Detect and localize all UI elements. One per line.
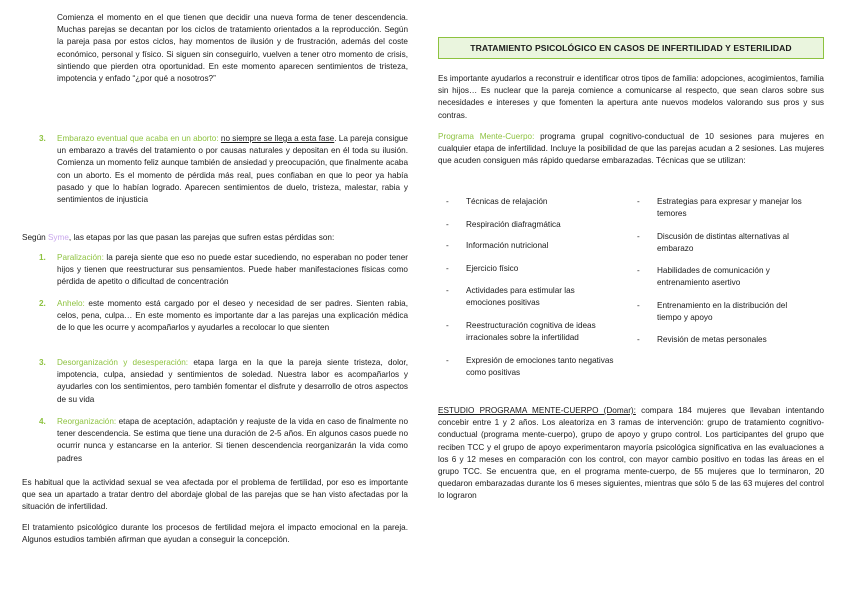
bullet: - bbox=[637, 197, 640, 206]
item-body: . La pareja consigue un embarazo a través del tratamiento o por causas naturales y depositan en él toda su ilusión. Comienza un momento feliz aunque también de ansiedad y preocupación, que finalmente acaba con un aborto. Es el momento de pérdida más real, pues confiaban en que lo peor ya había pasado y que lo habían logrado. Aparecen sentimientos de duelo, tristeza, malestar, rabia y sentimientos de injusticia bbox=[57, 134, 408, 205]
estudio-paragraph bbox=[438, 405, 824, 503]
stage-text bbox=[57, 252, 408, 289]
stage-number: 3. bbox=[39, 358, 46, 367]
item-text bbox=[57, 133, 408, 206]
stage-label: Paralización: bbox=[57, 253, 104, 262]
technique-text: Respiración diafragmática bbox=[466, 220, 561, 229]
stage-body: etapa larga en la que la pareja siente tristeza, dolor, impotencia, culpa, ansiedad y sentimientos de soledad. Nuestra labor es acompañarlos y ayudarles con los sentimientos, pero también fomentar el disfrute y desarrollo de otros aspectos de su vida bbox=[57, 358, 408, 404]
programa-body: programa grupal cognitivo-conductual de 10 sesiones para mujeres en cualquier etapa de infertilidad. Incluye la posibilidad de que las parejas acudan a 2 sesiones. Las mujeres que acuden consiguen más rápido quedarse embarazadas. Técnicas que se utilizan: bbox=[438, 132, 824, 166]
intro-paragraph: Comienza el momento en el que tienen que decidir una nueva forma de tener descendencia. Muchas parejas se decantan por los ciclos de tratamiento orientados a la reproducción. Según la pareja pasa por estos ciclos, hay momentos de ilusión y de frustración, además del coste económico, personal y físico. Si siguen sin conseguirlo, vuelven a tener otro momento de crisis, sintiendo que pierden otra oportunidad. En este momento aparecen sentimientos de tristeza, impotencia y enfado “¿por qué a nosotros?” bbox=[57, 13, 408, 84]
item-number: 3. bbox=[39, 134, 46, 143]
syme-name: Syme bbox=[47, 233, 69, 242]
technique-text: Estrategias para expresar y manejar los temores bbox=[657, 197, 802, 218]
bullet: - bbox=[637, 232, 640, 241]
technique-text: Revisión de metas personales bbox=[657, 335, 767, 344]
section-title bbox=[438, 37, 824, 59]
technique-text: Actividades para estimular las emociones positivas bbox=[466, 286, 575, 307]
bullet: - bbox=[446, 321, 449, 330]
psych-treatment-paragraph: El tratamiento psicológico durante los procesos de fertilidad mejora el impacto emocional en la pareja. Algunos estudios también afirman que ayudan a conseguir la concepción. bbox=[22, 523, 408, 545]
family-types-paragraph: Es importante ayudarlos a reconstruir e identificar otros tipos de familia: adopciones, acogimientos, familia sin hijos… Es nuclear que la pareja comience a comunicarse al respecto, que sean claros sobre sus necesidades e intereses y que fomenten la apertura ante nuevos modelos valorando sus pros y sus contras. bbox=[438, 74, 824, 120]
syme-pre: Según bbox=[22, 233, 48, 242]
technique-text: Reestructuración cognitiva de ideas irracionales sobre la infertilidad bbox=[466, 321, 596, 342]
technique-text: Entrenamiento en la distribución del tiempo y apoyo bbox=[657, 301, 788, 322]
sexual-activity-paragraph: Es habitual que la actividad sexual se vea afectada por el problema de fertilidad, por eso es importante que sea un apartado a tratar dentro del abordaje global de las parejas que se han visto afectadas por la situación de infertilidad. bbox=[22, 478, 408, 512]
stage-text bbox=[57, 298, 408, 335]
bullet: - bbox=[446, 264, 449, 273]
stage-body: la pareja siente que eso no puede estar sucediendo, no esperaban no poder tener hijos y tienen que reestructurar sus pensamientos. Puede haber manifestaciones físicas como pérdida de apetito o dificultad de concentración bbox=[57, 253, 408, 287]
bullet: - bbox=[446, 197, 449, 206]
item-label: Embarazo eventual que acaba en un aborto: bbox=[57, 134, 219, 143]
stage-text bbox=[57, 416, 408, 465]
technique-text: Información nutricional bbox=[466, 241, 549, 250]
stage-label: Anhelo: bbox=[57, 299, 85, 308]
technique-text: Técnicas de relajación bbox=[466, 197, 548, 206]
technique-text: Ejercicio físico bbox=[466, 264, 519, 273]
stage-text bbox=[57, 357, 408, 406]
stage-number: 2. bbox=[39, 299, 46, 308]
stage-body: etapa de aceptación, adaptación y reajuste de la vida en caso de finalmente no tener descendencia. Se estima que tiene una duración de 2-5 años. En algunos casos puede no ocurrir nunca y estancarse en la anterior. Si tienen descendencia reorganizarán la vida como padres bbox=[57, 417, 408, 463]
left-column bbox=[22, 0, 408, 600]
programa-label: Programa Mente-Cuerpo: bbox=[438, 132, 535, 141]
technique-text: Habilidades de comunicación y entrenamiento asertivo bbox=[657, 266, 770, 287]
bullet: - bbox=[446, 241, 449, 250]
bullet: - bbox=[446, 356, 449, 365]
bullet: - bbox=[446, 286, 449, 295]
section-title-text: TRATAMIENTO PSICOLÓGICO EN CASOS DE INFERTILIDAD Y ESTERILIDAD bbox=[470, 43, 792, 53]
bullet: - bbox=[637, 266, 640, 275]
syme-intro bbox=[22, 232, 408, 244]
bullet: - bbox=[637, 335, 640, 344]
estudio-label: ESTUDIO PROGRAMA MENTE-CUERPO (Domar): bbox=[438, 406, 636, 415]
syme-post: , las etapas por las que pasan las parejas que sufren estas pérdidas son: bbox=[68, 233, 335, 242]
stage-body: este momento está cargado por el deseo y necesidad de ser padres. Sienten rabia, celos, pena, culpa… En este momento es importante dar a las parejas una explicación médica de lo que les ocurre y acompañarlos y ayudarles a recolocar lo que sienten bbox=[57, 299, 408, 333]
programa-paragraph bbox=[438, 131, 824, 168]
stage-label: Reorganización: bbox=[57, 417, 117, 426]
stage-number: 1. bbox=[39, 253, 46, 262]
bullet: - bbox=[446, 220, 449, 229]
estudio-body: compara 184 mujeres que llevaban intentando concebir entre 1 y 2 años. Los aleatoriza en 3 ramas de intervención: grupo de tratamiento cognitivo-conductual (programa mente-cuerpo), grupo de apoyo y grupo control. Los participantes del grupo que reciben TCC y el grupo de apoyo experimentaron mayoría psicológica significativa en las evaluaciones a los 6 y 12 meses en comparación con los control, con mayor cambio positivo en todas las áreas en el grupo TCC. Se encuentra que, en el programa mente-cuerpo, de 55 mujeres que lo terminaron, 20 quedaron embarazadas durante los 6 meses siguientes, mientras que sólo 5 de las 63 mujeres del control lo lograron bbox=[438, 406, 824, 501]
technique-text: Discusión de distintas alternativas al embarazo bbox=[657, 232, 789, 253]
technique-text: Expresión de emociones tanto negativas como positivas bbox=[466, 356, 614, 377]
stage-label: Desorganización y desesperación: bbox=[57, 358, 189, 367]
bullet: - bbox=[637, 301, 640, 310]
item-underline: no siempre se llega a esta fase bbox=[220, 134, 335, 143]
stage-number: 4. bbox=[39, 417, 46, 426]
